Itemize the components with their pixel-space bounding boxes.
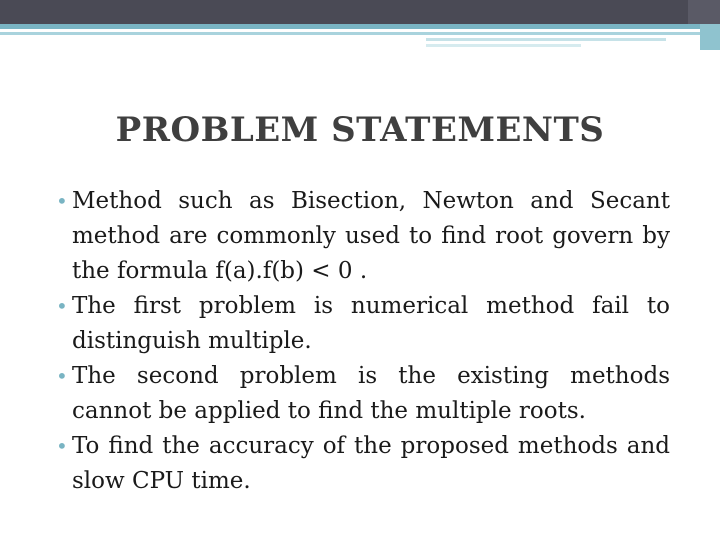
header-band-corner xyxy=(688,0,720,24)
bullet-item xyxy=(56,359,670,429)
header-band xyxy=(0,0,720,24)
bullet-icon: • xyxy=(56,434,68,458)
bullet-item xyxy=(56,184,670,289)
bullet-icon: • xyxy=(56,364,68,388)
header-stripe xyxy=(0,24,720,29)
bullet-text: The second problem is the existing methods cannot be applied to find the multiple roots. xyxy=(72,363,670,424)
bullet-icon: • xyxy=(56,294,68,318)
bullet-text: To find the accuracy of the proposed methods and slow CPU time. xyxy=(72,433,670,494)
bullet-item xyxy=(56,429,670,499)
slide-title: PROBLEM STATEMENTS xyxy=(115,110,605,150)
header-stripe xyxy=(700,24,720,50)
header-stripe xyxy=(426,38,666,41)
bullet-icon: • xyxy=(56,189,68,213)
bullet-text: Method such as Bisection, Newton and Secant method are commonly used to find root govern by the formula f(a).f(b) < 0 . xyxy=(72,188,670,284)
header-stripe xyxy=(0,32,700,35)
bullet-list xyxy=(56,184,670,499)
bullet-item xyxy=(56,289,670,359)
header-stripe xyxy=(426,44,581,47)
bullet-text: The first problem is numerical method fail to distinguish multiple. xyxy=(72,293,670,354)
